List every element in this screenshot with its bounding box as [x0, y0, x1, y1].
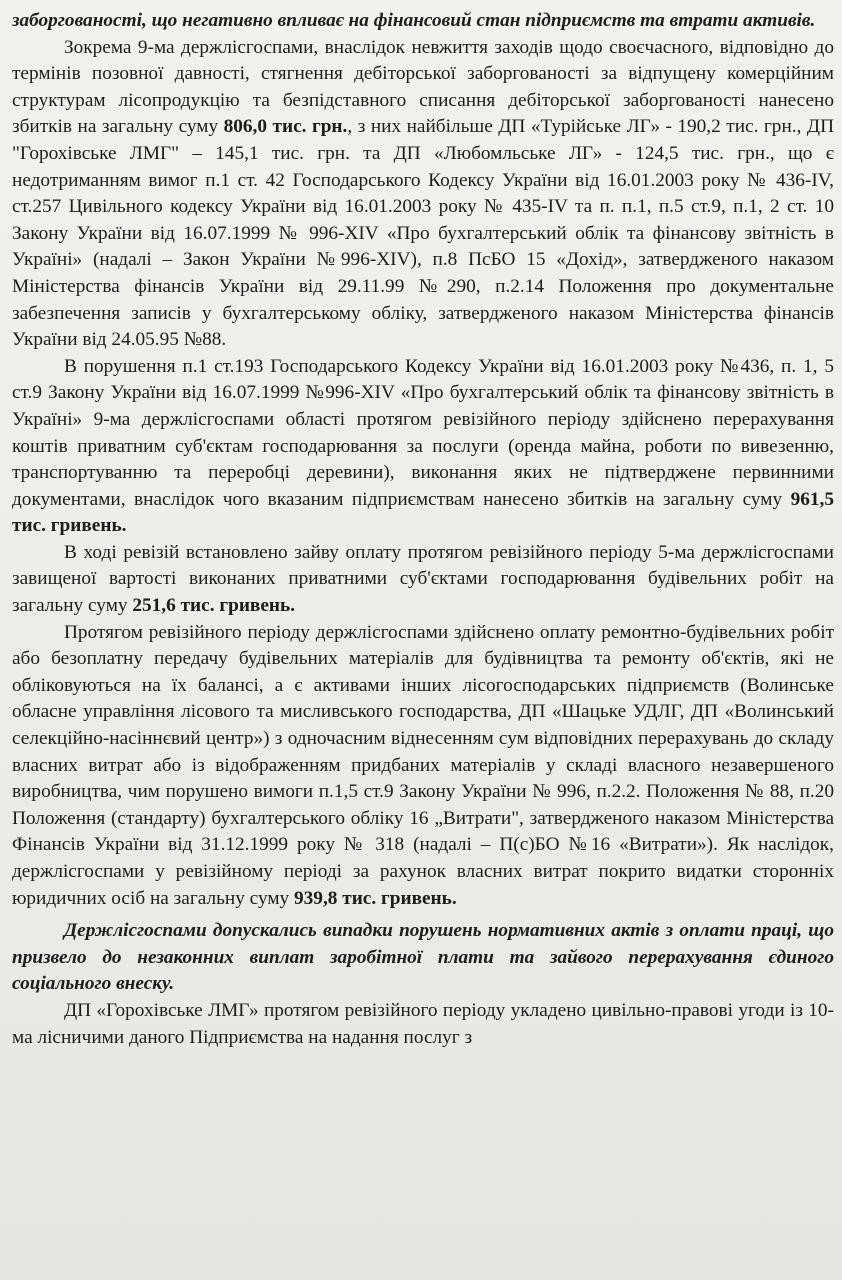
paragraph-text: , з них найбільше ДП «Турійське ЛГ» - 190,2 тис. грн., ДП "Горохівське ЛМГ" – 145,1 тис. грн. та ДП «Любомльське ЛГ» - 124,5 тис. грн., що є недотриманням вимог п.1 ст. 42 Господарського Кодексу України від 16.01.2003 року № 436-IV, ст.257 Цивільного кодексу України від 16.01.2003 року № 435-IV та п. п.1, п.5 ст.9, п.1, 2 ст. 10 Закону України від 16.07.1999 № 996-XIV «Про бухгалтерський облік та фінансову звітність в Україні» (надалі – Закон України №996-XIV), п.8 ПсБО 15 «Дохід», затвердженого наказом Міністерства фінансів України від 29.11.99 №290, п.2.14 Положення про документальне забезпечення записів у бухгалтерському обліку, затвердженого наказом Міністерства фінансів України від 24.05.95 №88. [12, 116, 834, 351]
section-heading-labor [12, 918, 834, 998]
paragraph-text: В порушення п.1 ст.193 Господарського Кодексу України від 16.01.2003 року №436, п. 1, 5 ст.9 Закону України від 16.07.1999 №996-XIV «Про бухгалтерський облік та фінансову звітність в Україні» 9-ма держлісгоспами області протягом ревізійного періоду здійснено перерахування коштів приватним суб'єктам господарювання за послуги (оренда майна, роботи по вивезенню, транспортуванню та переробці деревини), виконання яких не підтверджене первинними документами, внаслідок чого вказаним підприємствам нанесено збитків на загальну суму [12, 355, 834, 510]
amount-939: 939,8 тис. гривень. [294, 887, 457, 909]
paragraph-transfers [12, 354, 834, 540]
paragraph-text: В ході ревізій встановлено зайву оплату протягом ревізійного періоду 5-ма держлісгоспами завищеної вартості виконаних приватними суб'єктами господарювання будівельних робіт на загальну суму [12, 541, 834, 617]
paragraph-text: Протягом ревізійного періоду держлісгоспами здійснено оплату ремонтно-будівельних робіт або безоплатну передачу будівельних матеріалів для будівництва та ремонту об'єктів, які не обліковуються на їх балансі, а є активами інших лісогосподарських підприємств (Волинське обласне управління лісового та мисливського господарства, ДП «Шацьке УДЛГ, ДП «Волинський селекційно-насіннєвий центр») з одночасним віднесенням сум відповідних перерахувань до складу власних витрат або із відображенням придбаних матеріалів у складі власного незавершеного виробництва, чим порушено вимоги п.1,5 ст.9 Закону України № 996, п.2.2. Положення № 88, п.20 Положення (стандарту) бухгалтерського обліку 16 „Витрати", затвердженого наказом Міністерства Фінансів України від 31.12.1999 року № 318 (надалі – П(с)БО №16 «Витрати»). Як наслідок, держлісгоспами у ревізійному періоді за рахунок власних витрат покрито видатки сторонніх юридичних осіб на загальну суму [12, 621, 834, 909]
paragraph-overpayment [12, 540, 834, 620]
amount-961: 961,5 тис. гривень. [12, 488, 834, 537]
paragraph-receivables [12, 35, 834, 354]
paragraph-contracts [12, 998, 834, 1051]
section-heading-top [12, 8, 834, 35]
paragraph-text: ДП «Горохівське ЛМГ» протягом ревізійного періоду укладено цивільно-правові угоди із 10-ма лісничими даного Підприємства на надання послуг з [12, 999, 834, 1048]
paragraph-construction [12, 620, 834, 913]
heading-text: заборгованості, що негативно впливає на фінансовий стан підприємств та втрати активів. [12, 10, 816, 31]
paragraph-text: Зокрема 9-ма держлісгоспами, внаслідок невжиття заходів щодо своєчасного, відповідно до термінів позовної давності, стягнення дебіторської заборгованості за відпущену комерційним структурам лісопродукцію та безпідставного списання дебіторської заборгованості нанесено збитків на загальну суму [12, 36, 834, 138]
amount-806: 806,0 тис. грн. [223, 116, 348, 138]
heading-text: Держлісгоспами допускались випадки порушень нормативних актів з оплати праці, що призвело до незаконних виплат заробітної плати та зайвого перерахування єдиного соціального внеску. [12, 920, 834, 995]
amount-251: 251,6 тис. гривень. [132, 595, 296, 617]
